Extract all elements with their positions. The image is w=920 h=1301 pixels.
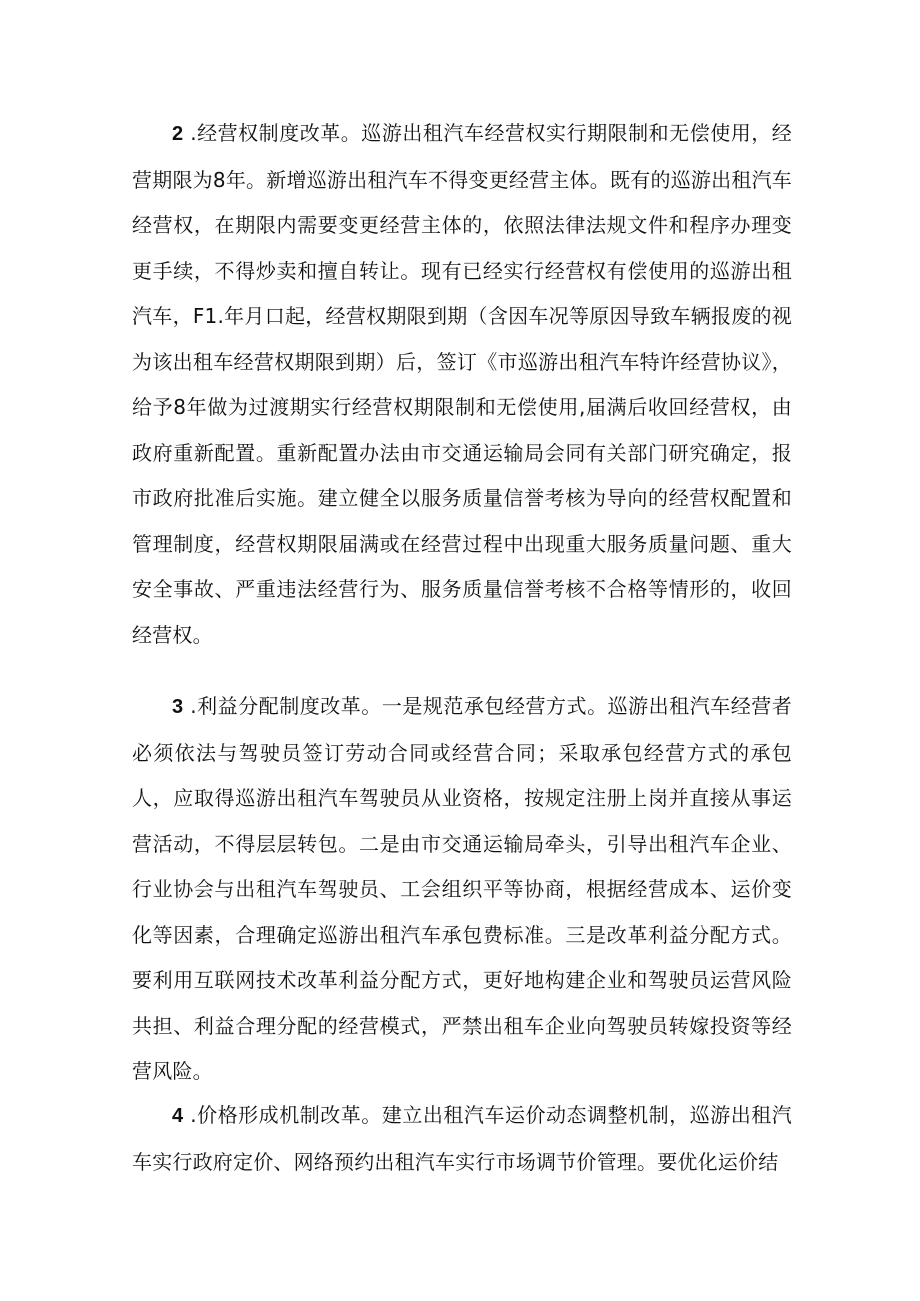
- paragraph-number: 3: [172, 696, 184, 718]
- paragraph-3: [132, 684, 792, 1095]
- paragraph-4: [132, 1093, 792, 1185]
- paragraph-text: .利益分配制度改革。一是规范承包经营方式。巡游出租汽车经营者必须依法与驾驶员签订劳动合同或经营合同；采取承包经营方式的承包人，应取得巡游出租汽车驾驶员从业资格，按规定注册上岗并直接从事运营活动，不得层层转包。二是由市交通运输局牵头，引导出租汽车企业、行业协会与出租汽车驾驶员、工会组织平等协商，根据经营成本、运价变化等因素，合理确定巡游出租汽车承包费标准。三是改革利益分配方式。要利用互联网技术改革利益分配方式，更好地构建企业和驾驶员运营风险共担、利益合理分配的经营模式，严禁出租车企业向驾驶员转嫁投资等经营风险。: [132, 694, 792, 1083]
- paragraph-text: .价格形成机制改革。建立出租汽车运价动态调整机制，巡游出租汽车实行政府定价、网络预约出租汽车实行市场调节价管理。要优化运价结: [132, 1103, 792, 1174]
- paragraph-2: [132, 111, 792, 658]
- paragraph-text: .经营权制度改革。巡游出租汽车经营权实行期限制和无偿使用，经营期限为8年。新增巡游出租汽车不得变更经营主体。既有的巡游出租汽车经营权，在期限内需要变更经营主体的，依照法律法规文件和程序办理变更手续，不得炒卖和擅自转让。现有已经实行经营权有偿使用的巡游出租汽车，F1.年月口起，经营权期限到期（含因车况等原因导致车辆报废的视为该出租车经营权期限到期）后，签订《市巡游出租汽车特许经营协议》，给予8年做为过渡期实行经营权期限制和无偿使用,届满后收回经营权，由政府重新配置。重新配置办法由市交通运输局会同有关部门研究确定，报市政府批准后实施。建立健全以服务质量信誉考核为导向的经营权配置和管理制度，经营权期限届满或在经营过程中出现重大服务质量问题、重大安全事故、严重违法经营行为、服务质量信誉考核不合格等情形的，收回经营权。: [132, 121, 792, 647]
- paragraph-number: 2: [172, 123, 184, 145]
- paragraph-number: 4: [172, 1105, 184, 1127]
